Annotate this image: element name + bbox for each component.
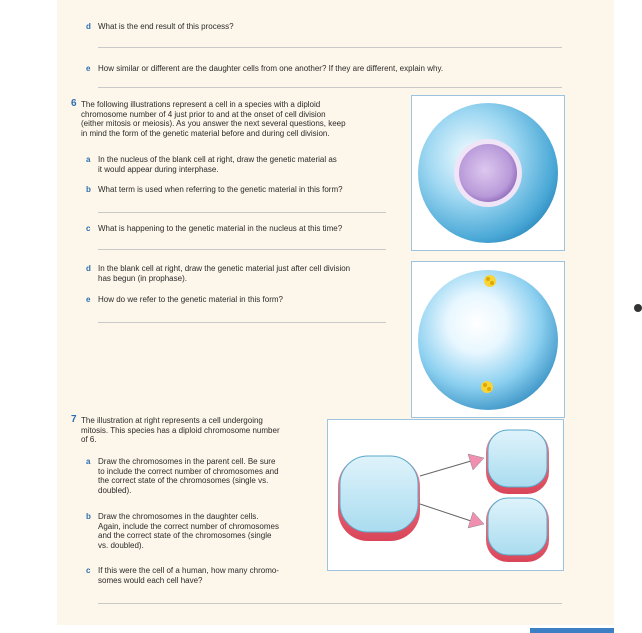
mitosis-illustration-box[interactable] xyxy=(327,419,564,571)
centrosome-top-icon xyxy=(484,275,496,287)
daughter-cell-bottom[interactable] xyxy=(486,498,549,562)
q6a-line: it would appear during interphase. xyxy=(98,164,219,174)
q7-intro-line: of 6. xyxy=(81,435,97,444)
q6e-letter: e xyxy=(86,295,91,304)
centrosome-bottom-icon xyxy=(481,381,493,393)
page-nav-dot[interactable] xyxy=(634,304,642,312)
bottom-bar xyxy=(530,628,614,633)
q7b-line: vs. doubled). xyxy=(98,540,144,550)
q7c-line: If this were the cell of a human, how many chromo- xyxy=(98,566,279,575)
q7a-letter: a xyxy=(86,457,91,466)
answer-line[interactable] xyxy=(98,603,562,604)
q5e-letter: e xyxy=(86,64,91,73)
q7-intro xyxy=(81,416,280,445)
answer-line[interactable] xyxy=(98,212,386,213)
q6-intro-line: (either mitosis or meiosis). As you answer the next several questions, keep xyxy=(81,119,346,128)
q6b-text: What term is used when referring to the genetic material in this form? xyxy=(98,185,343,194)
answer-line[interactable] xyxy=(98,87,562,88)
q6-intro-line: in mind the form of the genetic material before and during cell division. xyxy=(81,128,330,138)
q6-intro xyxy=(81,100,346,138)
q6d-letter: d xyxy=(86,264,91,273)
daughter-cell-top[interactable] xyxy=(486,430,549,494)
q7c-text xyxy=(98,566,279,585)
q6c-text: What is happening to the genetic material in the nucleus at this time? xyxy=(98,224,343,233)
q7b-text xyxy=(98,512,279,550)
q7c-letter: c xyxy=(86,566,91,575)
q7c-line: somes would each cell have? xyxy=(98,575,203,585)
q6e-text: How do we refer to the genetic material in this form? xyxy=(98,295,283,304)
q5d-letter: d xyxy=(86,22,91,31)
q6d-text xyxy=(98,264,350,283)
parent-cell[interactable] xyxy=(338,456,420,541)
q7-number: 7 xyxy=(71,414,77,425)
q6b-letter: b xyxy=(86,185,91,194)
q6d-line: has begun (in prophase). xyxy=(98,273,187,283)
q6c-letter: c xyxy=(86,224,91,233)
prophase-cell-box[interactable] xyxy=(411,261,565,418)
interphase-cell-box[interactable] xyxy=(411,95,565,251)
q6-intro-line: chromosome number of 4 just prior to and at the onset of cell division xyxy=(81,109,326,119)
q7b-line: and the correct state of the chromosomes (single xyxy=(98,531,272,540)
q6-number: 6 xyxy=(71,98,77,109)
q5d-text: What is the end result of this process? xyxy=(98,22,234,31)
q7a-line: Draw the chromosomes in the parent cell. Be sure xyxy=(98,457,276,466)
q7a-line: to include the correct number of chromosomes and xyxy=(98,466,279,476)
q7a-line: doubled). xyxy=(98,485,132,495)
q7a-line: the correct state of the chromosomes (single vs. xyxy=(98,476,269,485)
q7a-text xyxy=(98,457,279,495)
arrow-down-icon xyxy=(420,504,484,528)
answer-line[interactable] xyxy=(98,249,386,250)
q5e-text: How similar or different are the daughter cells from one another? If they are different, explain why. xyxy=(98,64,444,73)
arrow-up-icon xyxy=(420,454,484,476)
q7b-letter: b xyxy=(86,512,91,521)
q6a-text xyxy=(98,155,337,174)
q6a-letter: a xyxy=(86,155,91,164)
q7-intro-line: The illustration at right represents a cell undergoing xyxy=(81,416,263,425)
q7b-line: Draw the chromosomes in the daughter cells. xyxy=(98,512,259,521)
q7b-line: Again, include the correct number of chromosomes xyxy=(98,521,279,531)
nucleus[interactable] xyxy=(459,144,517,202)
q6-intro-line: The following illustrations represent a cell in a species with a diploid xyxy=(81,100,321,109)
q6d-line: In the blank cell at right, draw the genetic material just after cell division xyxy=(98,264,351,273)
answer-line[interactable] xyxy=(98,322,386,323)
q6a-line: In the nucleus of the blank cell at right, draw the genetic material as xyxy=(98,155,337,164)
q7-intro-line: mitosis. This species has a diploid chromosome number xyxy=(81,425,280,435)
answer-line[interactable] xyxy=(98,47,562,48)
